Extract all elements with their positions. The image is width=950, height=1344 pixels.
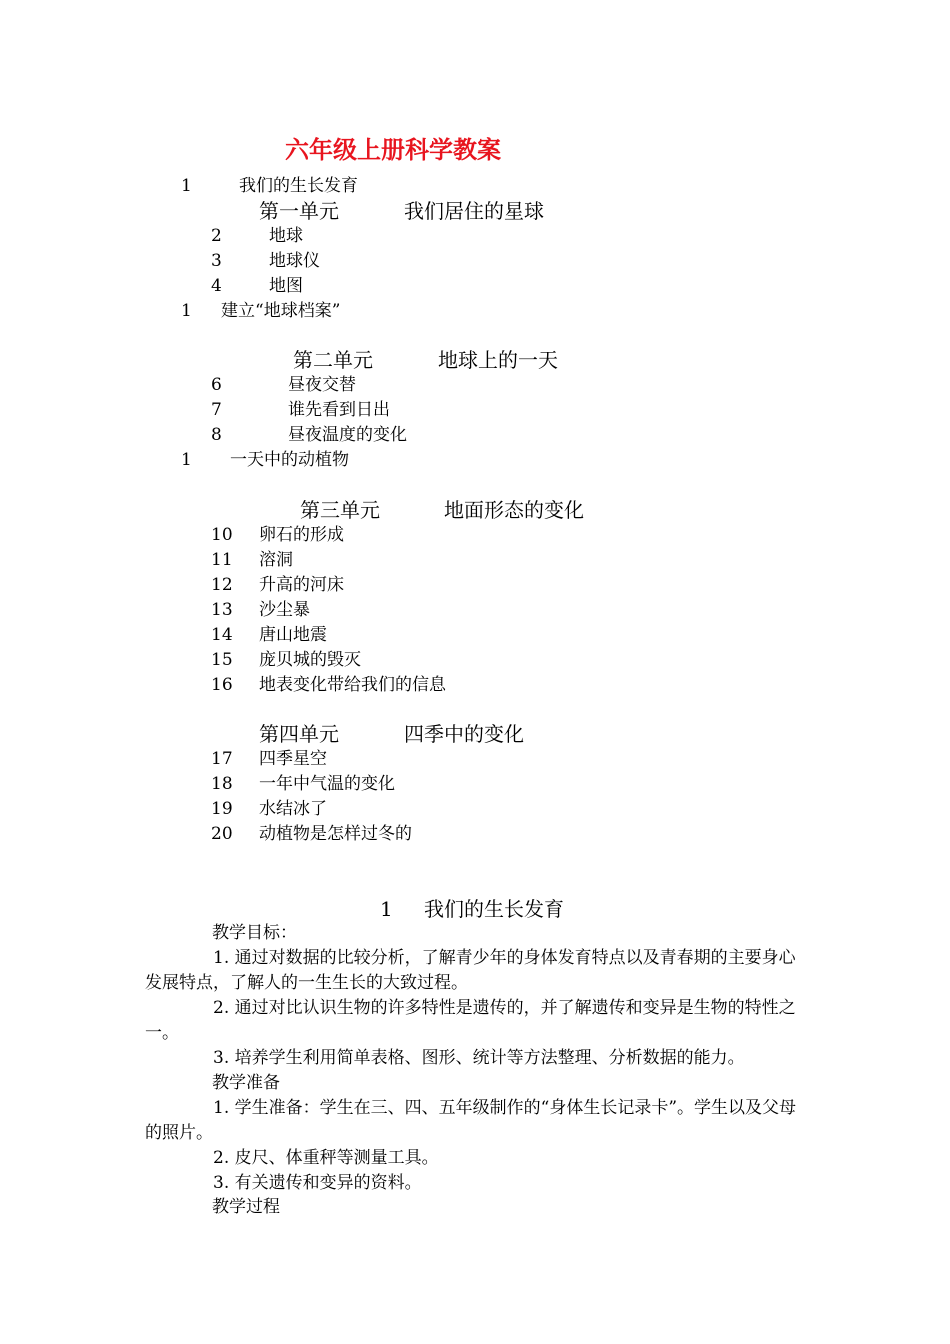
toc-item-num: 15 [211,650,233,670]
toc-item [211,250,320,272]
toc-item-num: 16 [211,675,233,695]
toc-item-label: 地球仪 [269,251,320,271]
toc-item-label: 一天中的动植物 [230,450,349,470]
toc-item-label: 地图 [269,276,303,296]
unit1-heading-num: 第一单元 [259,199,339,223]
unit3-heading [300,497,584,523]
goal-item: 1. 通过对数据的比较分析，了解青少年的身体发育特点以及青春期的主要身心发展特点，了解人的一生生长的大致过程。 [145,948,796,993]
toc-item-label: 唐山地震 [259,625,327,645]
unit1-heading-name: 我们居住的星球 [404,199,544,223]
prep-item: 3. 有关遗传和变异的资料。 [213,1173,422,1193]
toc-item [211,599,310,621]
lesson-title-num: 1 [380,897,393,921]
toc-item [211,399,390,421]
toc-item [181,300,341,322]
toc-item [211,798,327,820]
page-title: 六年级上册科学教案 [285,136,501,164]
toc-item-label: 卵石的形成 [259,525,344,545]
unit4-heading-name: 四季中的变化 [404,722,524,746]
unit3-heading-name: 地面形态的变化 [444,498,584,522]
goal-item: 2. 通过对比认识生物的许多特性是遗传的，并了解遗传和变异是生物的特性之一。 [145,998,796,1043]
prep-item: 1. 学生准备：学生在三、四、五年级制作的“身体生长记录卡”。学生以及父母的照片。 [145,1098,797,1143]
toc-item [211,773,395,795]
toc-item-num: 14 [211,625,233,645]
toc-item [211,374,356,396]
toc-item-label: 建立“地球档案” [221,301,341,321]
lesson-title-text: 我们的生长发育 [424,897,564,921]
toc-item-num: 18 [211,774,233,794]
toc-item-label: 地表变化带给我们的信息 [259,675,446,695]
toc-item-label: 昼夜温度的变化 [288,425,407,445]
toc-item [211,275,303,297]
unit2-heading-num: 第二单元 [293,348,373,372]
toc-item [211,225,303,247]
prep-item: 2. 皮尺、体重秤等测量工具。 [213,1148,439,1168]
toc-item-label: 水结冰了 [259,799,327,819]
toc-item [211,549,293,571]
toc-item-label: 动植物是怎样过冬的 [259,824,412,844]
unit2-heading-name: 地球上的一天 [438,348,558,372]
toc-item-num: 2 [211,226,222,246]
toc-item-num: 17 [211,749,233,769]
toc-item-num: 10 [211,525,233,545]
toc-item-label: 谁先看到日出 [288,400,390,420]
prep-heading: 教学准备 [212,1073,280,1093]
toc-item-num: 19 [211,799,233,819]
unit4-heading-num: 第四单元 [259,722,339,746]
toc-item [211,748,327,770]
toc-item-label: 溶洞 [259,550,293,570]
process-heading: 教学过程 [212,1197,280,1217]
lesson-title [380,896,564,922]
toc-item-num: 20 [211,824,233,844]
toc-item-label: 一年中气温的变化 [259,774,395,794]
goal-item: 3. 培养学生利用简单表格、图形、统计等方法整理、分析数据的能力。 [213,1048,745,1068]
toc-intro-label: 我们的生长发育 [239,176,358,196]
toc-item-num: 12 [211,575,233,595]
toc-item-num: 6 [211,375,222,395]
toc-item [211,574,344,596]
toc-item [211,823,412,845]
toc-item-label: 庞贝城的毁灭 [259,650,361,670]
unit2-heading [293,347,558,373]
toc-item-label: 四季星空 [259,749,327,769]
goals-heading: 教学目标： [212,923,297,943]
toc-item [211,649,361,671]
toc-item-num: 1 [181,301,192,321]
toc-item-label: 沙尘暴 [259,600,310,620]
toc-item-num: 8 [211,425,222,445]
toc-item-label: 升高的河床 [259,575,344,595]
toc-item-label: 地球 [269,226,303,246]
toc-item [181,449,349,471]
toc-item [211,674,446,696]
toc-item-num: 11 [211,550,233,570]
toc-item-num: 7 [211,400,222,420]
toc-intro-num: 1 [181,176,192,196]
unit4-heading [259,721,524,747]
toc-item-num: 1 [181,450,192,470]
toc-item [211,624,327,646]
toc-item-num: 13 [211,600,233,620]
toc-item-num: 3 [211,251,222,271]
toc-intro [181,175,358,197]
toc-item [211,424,407,446]
toc-item [211,524,344,546]
unit1-heading [259,198,544,224]
unit3-heading-num: 第三单元 [300,498,380,522]
toc-item-label: 昼夜交替 [288,375,356,395]
toc-item-num: 4 [211,276,222,296]
